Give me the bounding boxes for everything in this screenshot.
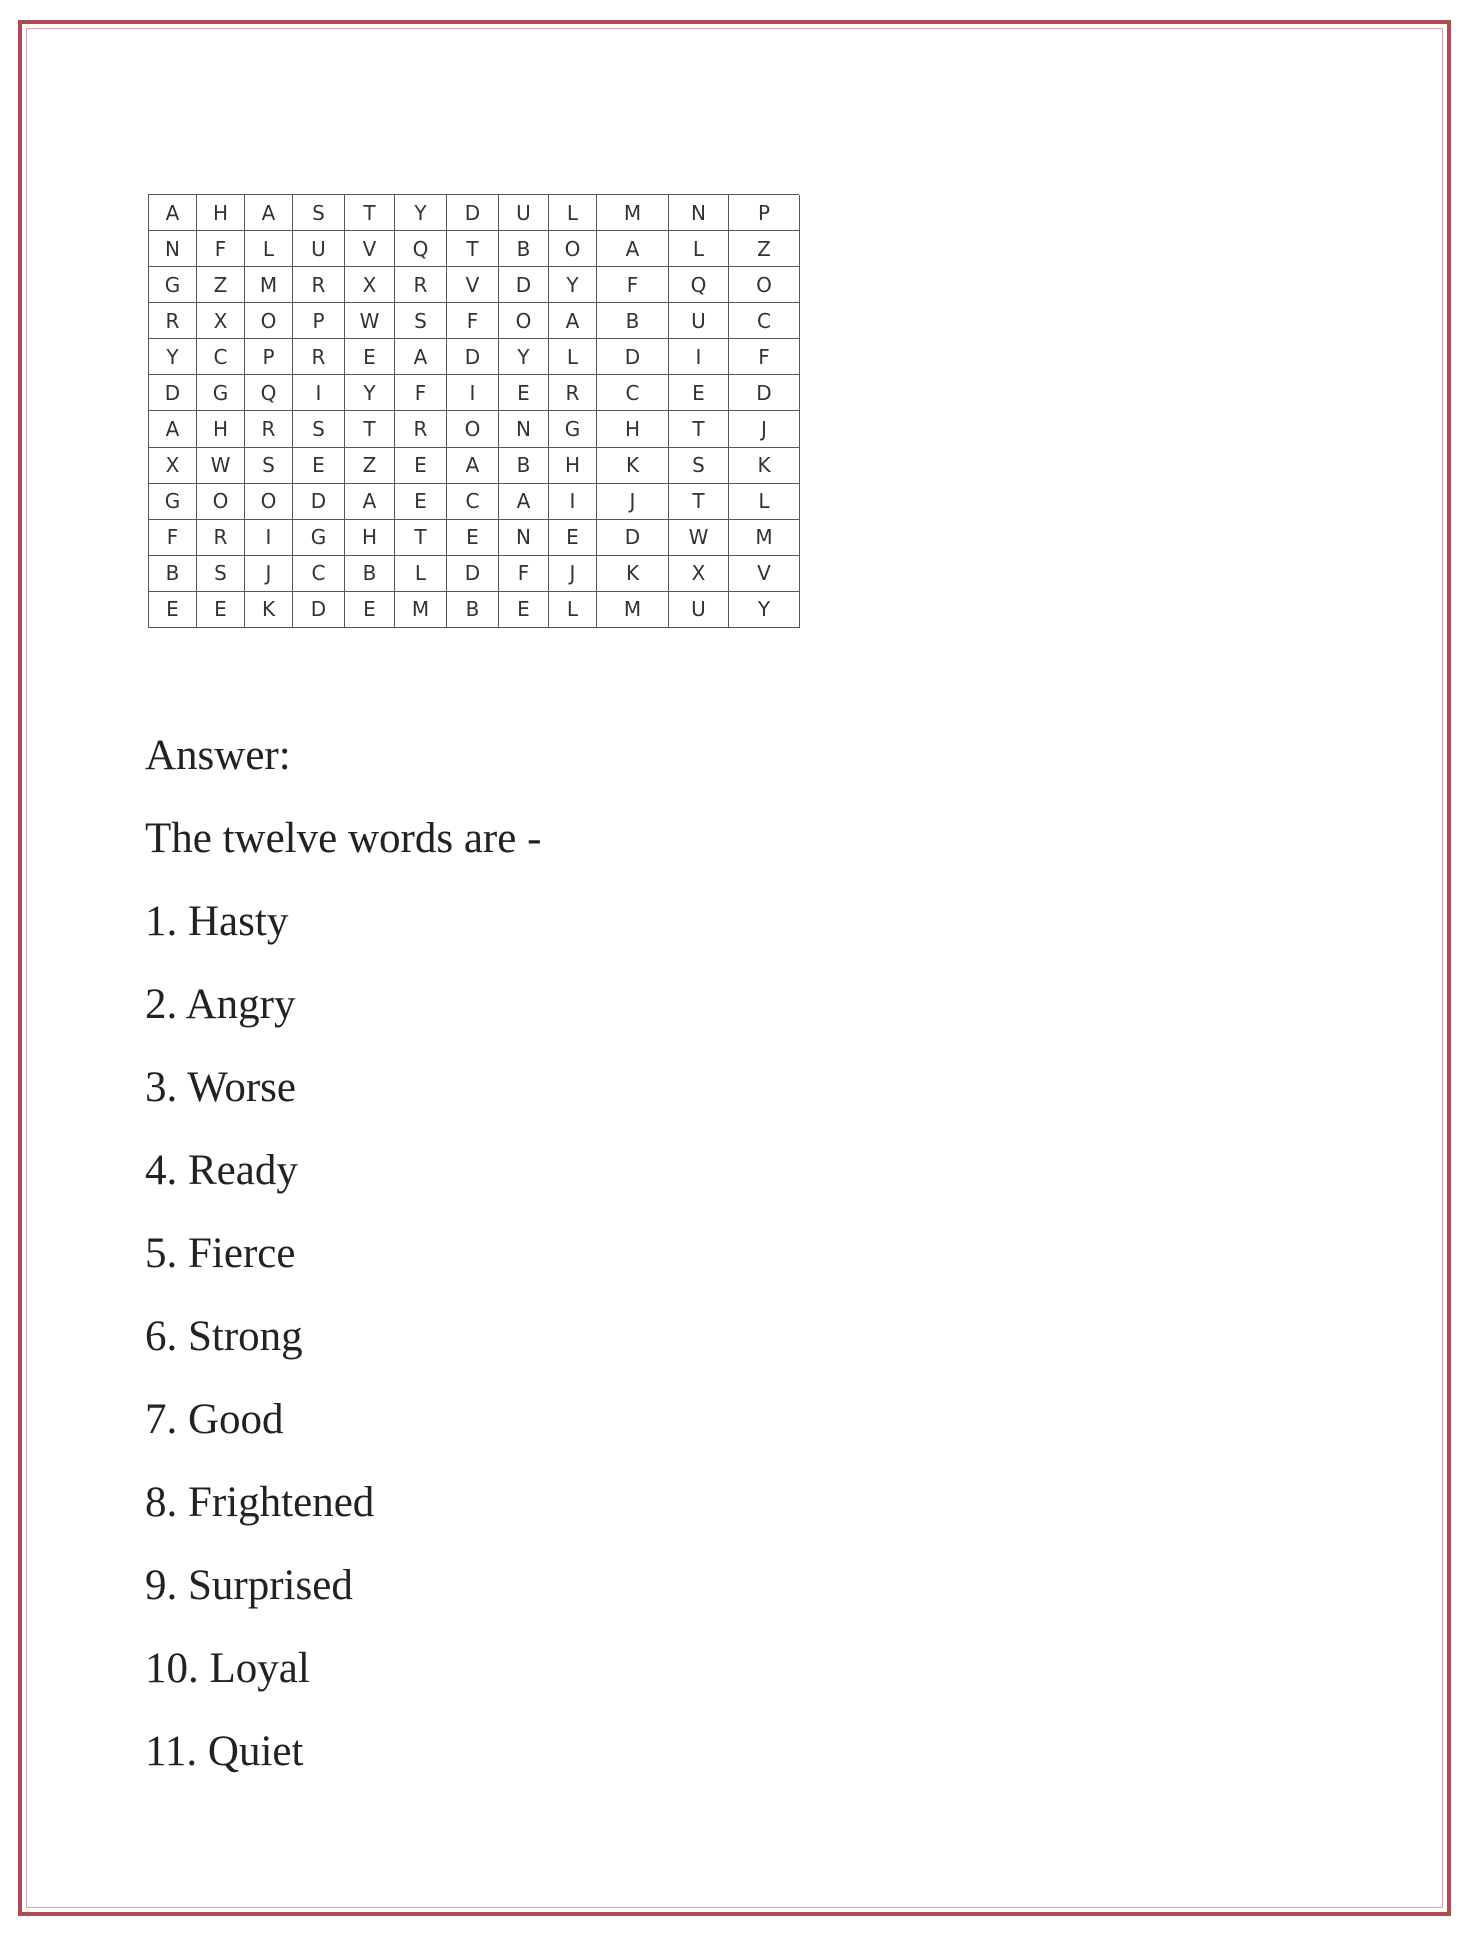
grid-cell: Y: [149, 339, 197, 375]
grid-cell: R: [197, 520, 245, 556]
grid-cell: E: [197, 592, 245, 628]
grid-cell: E: [345, 339, 395, 375]
grid-cell: D: [729, 375, 800, 411]
grid-cell: Y: [499, 339, 549, 375]
grid-cell: J: [597, 484, 669, 520]
grid-cell: L: [395, 556, 447, 592]
grid-cell: J: [729, 411, 800, 447]
grid-cell: C: [197, 339, 245, 375]
grid-cell: U: [669, 303, 729, 339]
grid-cell: G: [197, 375, 245, 411]
grid-cell: Z: [345, 448, 395, 484]
grid-cell: I: [549, 484, 597, 520]
answer-word: 5. Fierce: [145, 1230, 296, 1277]
grid-cell: N: [149, 231, 197, 267]
answer-heading: Answer:: [145, 732, 291, 779]
grid-cell: F: [597, 267, 669, 303]
grid-cell: A: [549, 303, 597, 339]
grid-cell: B: [499, 448, 549, 484]
grid-cell: A: [597, 231, 669, 267]
grid-cell: B: [447, 592, 499, 628]
grid-cell: X: [669, 556, 729, 592]
grid-cell: A: [245, 195, 293, 231]
grid-cell: I: [669, 339, 729, 375]
grid-cell: Y: [549, 267, 597, 303]
grid-cell: R: [293, 339, 345, 375]
grid-cell: X: [149, 448, 197, 484]
grid-cell: E: [293, 448, 345, 484]
grid-cell: L: [549, 339, 597, 375]
grid-cell: O: [499, 303, 549, 339]
grid-cell: O: [245, 484, 293, 520]
grid-cell: D: [447, 195, 499, 231]
grid-cell: B: [149, 556, 197, 592]
answer-section: [145, 714, 541, 1793]
grid-cell: F: [197, 231, 245, 267]
grid-cell: O: [549, 231, 597, 267]
grid-cell: T: [669, 484, 729, 520]
grid-cell: X: [197, 303, 245, 339]
grid-cell: E: [499, 592, 549, 628]
answer-word: 2. Angry: [145, 981, 296, 1028]
grid-cell: E: [447, 520, 499, 556]
grid-cell: F: [729, 339, 800, 375]
grid-cell: Y: [395, 195, 447, 231]
grid-cell: W: [345, 303, 395, 339]
grid-cell: L: [669, 231, 729, 267]
word-search-grid: [148, 194, 799, 628]
grid-cell: P: [293, 303, 345, 339]
grid-cell: S: [669, 448, 729, 484]
grid-cell: W: [669, 520, 729, 556]
grid-cell: E: [149, 592, 197, 628]
grid-cell: A: [149, 411, 197, 447]
grid-cell: A: [447, 448, 499, 484]
grid-cell: S: [197, 556, 245, 592]
grid-cell: A: [499, 484, 549, 520]
grid-cell: P: [729, 195, 800, 231]
grid-cell: V: [345, 231, 395, 267]
grid-cell: L: [549, 195, 597, 231]
grid-cell: T: [345, 411, 395, 447]
grid-cell: K: [597, 556, 669, 592]
grid-cell: D: [597, 339, 669, 375]
answer-word: 9. Surprised: [145, 1562, 353, 1609]
answer-word: 4. Ready: [145, 1147, 298, 1194]
grid-cell: L: [549, 592, 597, 628]
grid-cell: O: [447, 411, 499, 447]
grid-cell: E: [669, 375, 729, 411]
grid-cell: T: [447, 231, 499, 267]
grid-cell: G: [149, 484, 197, 520]
grid-cell: J: [245, 556, 293, 592]
grid-cell: R: [293, 267, 345, 303]
answer-intro: The twelve words are -: [145, 815, 542, 862]
grid-cell: L: [245, 231, 293, 267]
grid-cell: R: [395, 267, 447, 303]
grid-cell: R: [395, 411, 447, 447]
grid-cell: N: [499, 520, 549, 556]
grid-cell: S: [245, 448, 293, 484]
grid-cell: R: [245, 411, 293, 447]
grid-cell: T: [345, 195, 395, 231]
grid-cell: D: [597, 520, 669, 556]
grid-cell: Q: [245, 375, 293, 411]
grid-cell: A: [149, 195, 197, 231]
grid-cell: E: [499, 375, 549, 411]
grid-cell: Q: [669, 267, 729, 303]
grid-cell: O: [245, 303, 293, 339]
grid-cell: Z: [729, 231, 800, 267]
grid-cell: M: [597, 592, 669, 628]
grid-cell: H: [549, 448, 597, 484]
grid-cell: E: [395, 448, 447, 484]
grid-cell: F: [149, 520, 197, 556]
grid-cell: O: [197, 484, 245, 520]
grid-cell: K: [597, 448, 669, 484]
answer-word: 10. Loyal: [145, 1645, 310, 1692]
grid-cell: B: [345, 556, 395, 592]
grid-cell: A: [345, 484, 395, 520]
grid-cell: B: [597, 303, 669, 339]
answer-word: 8. Frightened: [145, 1479, 375, 1526]
grid-cell: J: [549, 556, 597, 592]
grid-cell: F: [447, 303, 499, 339]
answer-word: 7. Good: [145, 1396, 284, 1443]
grid-cell: S: [293, 411, 345, 447]
grid-cell: F: [395, 375, 447, 411]
grid-cell: X: [345, 267, 395, 303]
grid-cell: I: [245, 520, 293, 556]
grid-cell: G: [293, 520, 345, 556]
grid-cell: D: [447, 556, 499, 592]
grid-cell: O: [729, 267, 800, 303]
grid-cell: D: [293, 484, 345, 520]
grid-cell: F: [499, 556, 549, 592]
grid-cell: H: [197, 411, 245, 447]
grid-cell: C: [597, 375, 669, 411]
grid-cell: G: [549, 411, 597, 447]
grid-cell: D: [447, 339, 499, 375]
grid-cell: C: [729, 303, 800, 339]
grid-cell: G: [149, 267, 197, 303]
grid-cell: S: [293, 195, 345, 231]
grid-cell: C: [447, 484, 499, 520]
grid-cell: Y: [729, 592, 800, 628]
grid-cell: C: [293, 556, 345, 592]
grid-cell: V: [729, 556, 800, 592]
grid-cell: M: [245, 267, 293, 303]
grid-cell: T: [395, 520, 447, 556]
grid-cell: S: [395, 303, 447, 339]
answer-word: 1. Hasty: [145, 898, 289, 945]
grid-cell: V: [447, 267, 499, 303]
grid-cell: R: [549, 375, 597, 411]
answer-word: 11. Quiet: [145, 1728, 304, 1775]
grid-cell: U: [293, 231, 345, 267]
grid-cell: W: [197, 448, 245, 484]
grid-cell: H: [345, 520, 395, 556]
grid-cell: M: [729, 520, 800, 556]
grid-cell: Q: [395, 231, 447, 267]
grid-cell: B: [499, 231, 549, 267]
grid-cell: U: [499, 195, 549, 231]
grid-cell: R: [149, 303, 197, 339]
grid-cell: I: [447, 375, 499, 411]
grid-cell: N: [669, 195, 729, 231]
grid-cell: T: [669, 411, 729, 447]
grid-cell: E: [345, 592, 395, 628]
grid-cell: E: [395, 484, 447, 520]
grid-cell: A: [395, 339, 447, 375]
grid-cell: E: [549, 520, 597, 556]
grid-cell: M: [597, 195, 669, 231]
grid-cell: L: [729, 484, 800, 520]
grid-cell: N: [499, 411, 549, 447]
grid-cell: H: [597, 411, 669, 447]
grid-cell: D: [499, 267, 549, 303]
grid-cell: P: [245, 339, 293, 375]
page-frame: [18, 20, 1451, 1916]
grid-cell: D: [149, 375, 197, 411]
answer-word: 3. Worse: [145, 1064, 297, 1111]
grid-cell: I: [293, 375, 345, 411]
grid-cell: K: [729, 448, 800, 484]
grid-cell: Z: [197, 267, 245, 303]
grid-cell: U: [669, 592, 729, 628]
grid-cell: M: [395, 592, 447, 628]
grid-cell: Y: [345, 375, 395, 411]
grid-cell: K: [245, 592, 293, 628]
grid-cell: D: [293, 592, 345, 628]
answer-word: 6. Strong: [145, 1313, 303, 1360]
grid-cell: H: [197, 195, 245, 231]
